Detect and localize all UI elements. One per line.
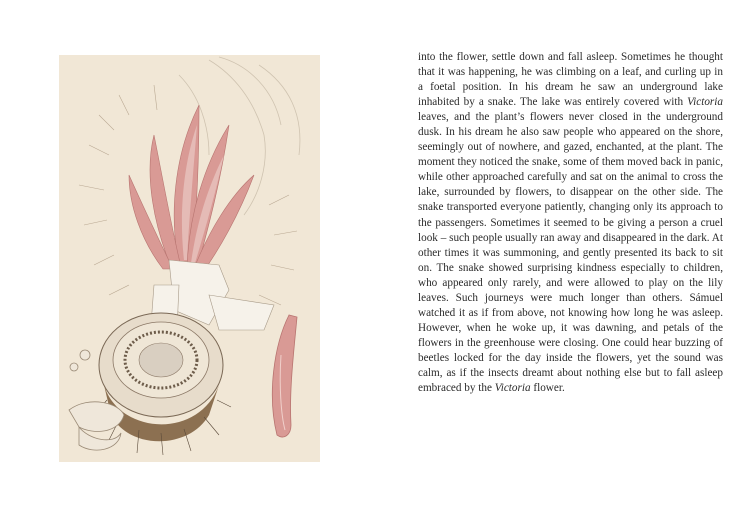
italic-victoria: Victoria: [687, 96, 723, 109]
botanical-illustration: [59, 55, 320, 462]
body-text: [418, 50, 723, 396]
flower-plate-drawing: [59, 55, 320, 462]
story-paragraph: into the flower, settle down and fall asleep. Sometimes he thought that it was happening, he was climbing on a leaf, and curling up in a foetal position. In his dream he saw an underground lake inhabited by a snake. The lake was entirely covered with Victoria leaves, and the plant’s flowers never closed in the underground dusk. In his dream he also saw people who appeared on the shore, seemingly out of nowhere, and gazed, enchanted, at the plant. The moment they noticed the snake, some of them moved back in panic, while other approached carefully and sat on the animal to cross the lake, surrounded by flowers, to disappear on the other side. The snake transported everyone patiently, changing only its approach to the passengers. Sometimes it seemed to be giving a person a cruel look – such people usually ran away and disappeared in the dark. At other times it was summoning, and gently presented its back to sit on. The snake showed surprising kindness especially to children, who appeared only rarely, and were allowed to play on the lily leaves. Such journeys were much longer than others. Sámuel watched it as if from above, not knowing how long he was asleep. However, when he woke up, it was dawning, and petals of the flowers in the greenhouse were closing. One could hear buzzing of beetles locked for the day inside the flowers, yet the sound was calm, as if the insects dreamt about nothing else but to fall asleep embraced by the Victoria flower.: [418, 51, 723, 395]
italic-victoria: Victoria: [494, 382, 531, 395]
